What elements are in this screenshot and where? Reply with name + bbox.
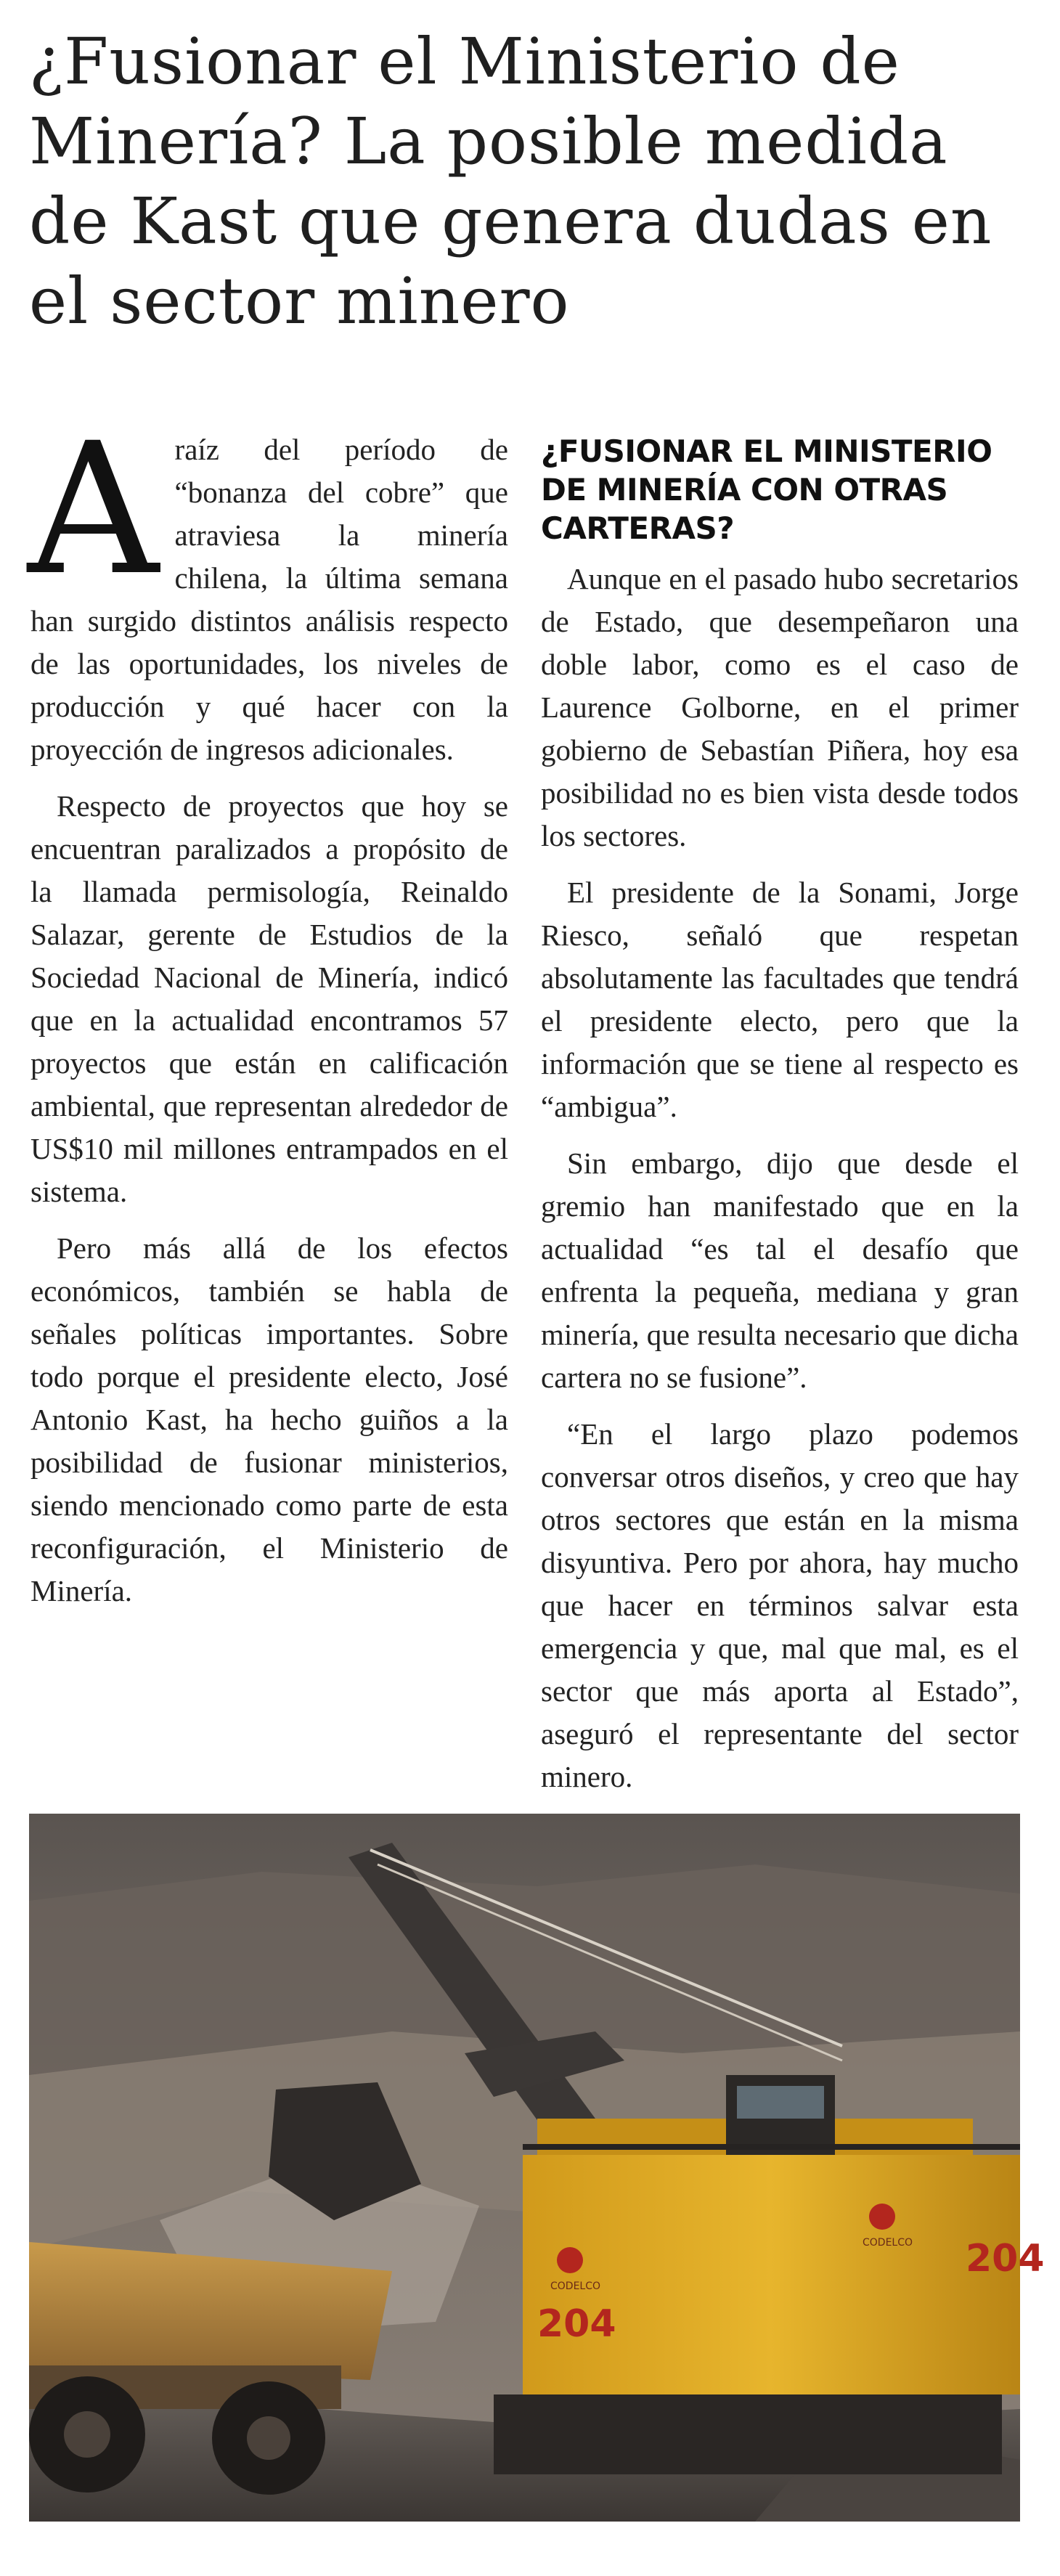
drop-cap: A — [28, 404, 159, 615]
lead-paragraph — [28, 404, 508, 771]
shovel-crawler-track — [494, 2394, 1002, 2474]
body-paragraph: Sin embargo, dijo que desde el gremio han manifestado que en la actualidad “es tal el desafío que enfrenta la pequeña, mediana y gran minería, que resulta necesario que dicha cartera no se fusione”. — [541, 1146, 1019, 1394]
left-column — [28, 404, 508, 1626]
mining-photo — [29, 1814, 1045, 2522]
right-column — [541, 428, 1019, 1812]
shovel-number: 204 — [537, 2302, 616, 2346]
codelco-logo-text: CODELCO — [550, 2281, 601, 2292]
shovel-number: 204 — [966, 2237, 1045, 2281]
body-paragraph: Respecto de proyectos que hoy se encuentran paralizados a propósito de la llamada permisología, Reinaldo Salazar, gerente de Estudios de la Sociedad Nacional de Minería, indicó que en la actualidad encontramos 57 proyectos que están en calificación ambiental, que representan alrededor de US$10 mil millones entrampados en el sistema. — [30, 789, 508, 1208]
shovel-walkway-rail — [523, 2144, 1020, 2150]
codelco-logo — [557, 2247, 583, 2273]
codelco-logo — [869, 2204, 895, 2230]
codelco-logo-text: CODELCO — [863, 2237, 913, 2249]
body-paragraph: “En el largo plazo podemos conversar otros diseños, y creo que hay otros sectores que están en la misma disyuntiva. Pero por ahora, hay mucho que hacer en términos salvar esta emergencia y que, mal que mal, es el sector que más aporta al Estado”, aseguró el representante del sector minero. — [541, 1417, 1019, 1793]
headline: ¿Fusionar el Ministerio de Minería? La posible medida de Kast que genera dudas en el sector minero — [29, 24, 992, 338]
body-paragraph: Aunque en el pasado hubo secretarios de Estado, que desempeñaron una doble labor, como es el caso de Laurence Golborne, en el primer gobierno de Sebastían Piñera, hoy esa posibilidad no es bien vista desde todos los sectores. — [541, 562, 1019, 852]
body-paragraph: Pero más allá de los efectos económicos, también se habla de señales políticas importantes. Sobre todo porque el presidente electo, José Antonio Kast, ha hecho guiños a la posibilidad de fusionar ministerios, siendo mencionado como parte de esta reconfiguración, el Ministerio de Minería. — [30, 1231, 508, 1607]
section-subhead: ¿FUSIONAR EL MINISTERIO DE MINERÍA CON OTRAS CARTERAS? — [541, 433, 992, 546]
truck-wheel — [247, 2416, 290, 2460]
shovel-cab-window — [737, 2086, 824, 2119]
lead-paragraph-text: raíz del período de “bonanza del cobre” que atraviesa la minería chilena, la última semana han surgido distintos análisis respecto de las oportunidades, los niveles de producción y qué hacer con la proyección de ingresos adicionales. — [30, 433, 508, 766]
truck-wheel — [64, 2411, 110, 2458]
shovel-house — [523, 2155, 1020, 2394]
body-paragraph: El presidente de la Sonami, Jorge Riesco, señaló que respetan absolutamente las facultades que tendrá el presidente electo, pero que la información que se tiene al respecto es “ambigua”. — [541, 876, 1019, 1123]
